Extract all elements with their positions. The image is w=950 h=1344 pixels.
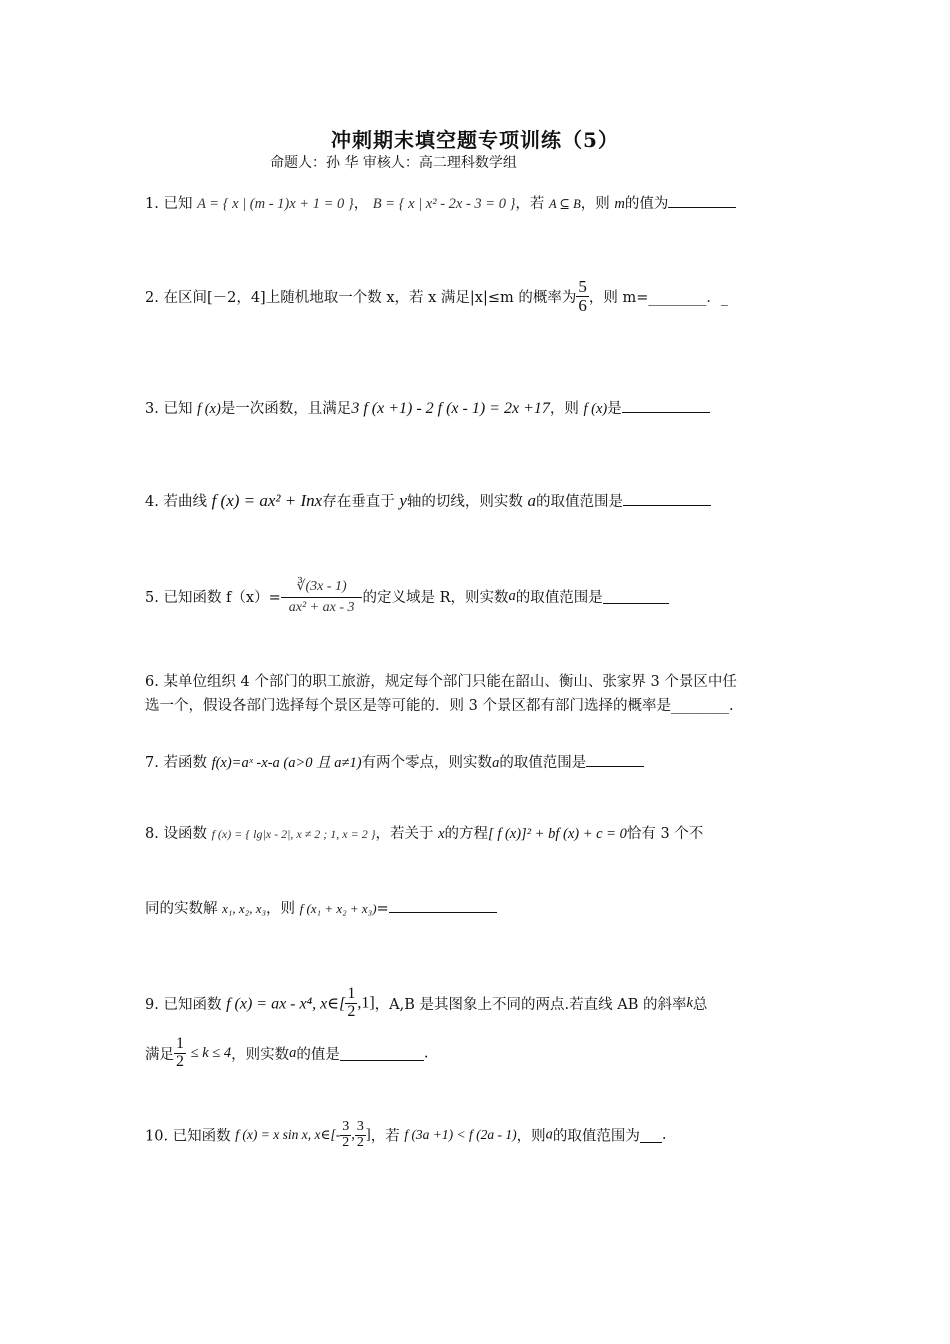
- q1-set-a: A = { x | (m - 1)x + 1 = 0 }: [197, 196, 354, 212]
- q9-period: .: [423, 1045, 429, 1062]
- q10-number: 10. 已知函数: [145, 1128, 231, 1145]
- q4-tail: 的取值范围是: [535, 494, 623, 510]
- q3-fx: f (x): [197, 401, 221, 417]
- q8-line2a: 同的实数解: [145, 901, 218, 917]
- question-1: [145, 192, 736, 213]
- question-5: [145, 578, 669, 615]
- q8-x: x: [438, 826, 445, 842]
- q1-condition: A ⊆ B: [548, 197, 581, 211]
- q5-answer-blank[interactable]: [603, 589, 669, 604]
- q8-roots: x₁, x₂, x₃: [222, 901, 266, 916]
- q4-function: f (x) = ax² + Inx: [211, 491, 323, 510]
- q1-ze: ，则: [580, 196, 610, 212]
- q8-ze: ，则: [265, 901, 295, 917]
- q2-fraction: $\frac{5}{6}$: [578, 277, 587, 315]
- q1-ruo: ，若: [515, 196, 545, 212]
- question-9-line-2: [145, 1036, 428, 1071]
- q4-answer-blank[interactable]: [623, 491, 711, 506]
- q9-tail: 总: [692, 996, 708, 1013]
- q1-tail: 的值为: [624, 196, 669, 212]
- q10-fraction-2: $\frac{3}{2}$: [356, 1119, 364, 1150]
- q10-ze: ，则: [516, 1128, 546, 1145]
- q4-y: y: [399, 491, 407, 510]
- q7-mid: 有两个零点，则实数: [361, 755, 493, 771]
- question-8-line-2: [145, 897, 497, 918]
- q4-mid2: 轴的切线，则实数: [406, 494, 523, 510]
- q4-mid1: 存在垂直于: [322, 494, 395, 510]
- q7-function: f(x)=aˣ -x-a (a>0 且 a≠1): [211, 755, 362, 771]
- q2-tail: ，则 m=________．_: [588, 289, 729, 306]
- q8-expression: f (x₁ + x₂ + x₃): [299, 901, 377, 916]
- q3-fx-2: f (x): [583, 401, 608, 417]
- q5-tail: 的取值范围是: [515, 590, 603, 607]
- question-6-line-1: 6. 某单位组织 4 个部门的职工旅游，规定每个部门只能在韶山、衡山、张家界 3 个景区中任: [145, 674, 737, 690]
- q8-equation: [ f (x)]² + bf (x) + c = 0: [488, 826, 627, 842]
- question-4: [145, 490, 711, 511]
- q8-answer-blank[interactable]: [389, 898, 497, 913]
- q7-number: 7. 若函数: [145, 755, 207, 771]
- q3-equation: 3 f (x +1) - 2 f (x - 1) = 2x +17: [351, 400, 550, 417]
- q9-number: 9. 已知函数: [145, 996, 222, 1013]
- q3-tail: 是: [607, 401, 622, 417]
- q3-mid: 是一次函数，且满足: [220, 401, 352, 417]
- q4-a: a: [527, 491, 536, 510]
- q9-mid: ，A,B 是其图象上不同的两点.若直线 AB 的斜率: [374, 996, 687, 1013]
- q8-tail1: 恰有 3 个不: [626, 826, 704, 842]
- q9-fraction: $\frac{1}{2}$: [347, 985, 356, 1020]
- q2-text: 2. 在区间[－2，4]上随机地取一个数 x，若 x 满足|x|≤m 的概率为: [145, 289, 577, 306]
- question-7: [145, 751, 644, 772]
- q9-condition: ≤ k ≤ 4: [190, 1044, 232, 1061]
- q5-number: 5. 已知函数 f（x）=: [145, 590, 281, 607]
- q5-a: a: [508, 588, 516, 605]
- q9-function: f (x) = ax - x⁴, x∈[: [226, 995, 346, 1013]
- q8-function: f (x) = { lg|x - 2|, x ≠ 2 ; 1, x = 2 }: [211, 827, 376, 841]
- q9-line2c: 的值是: [296, 1046, 340, 1063]
- q3-ze: ，则: [549, 401, 579, 417]
- q10-ruo: ，若: [370, 1128, 400, 1145]
- q3-number: 3. 已知: [145, 401, 193, 417]
- q10-inequality: f (3a +1) < f (2a - 1): [404, 1127, 517, 1143]
- question-10: [145, 1120, 667, 1150]
- question-6-line-2: 选一个，假设各部门选择每个景区是等可能的．则 3 个景区都有部门选择的概率是________.: [145, 698, 734, 714]
- q8-eq: =: [376, 901, 389, 917]
- q9-k: k: [686, 994, 693, 1011]
- q10-a: a: [545, 1126, 553, 1143]
- q9-line2a: 满足: [145, 1046, 174, 1063]
- q9-fraction-2: $\frac{1}{2}$: [176, 1035, 184, 1070]
- q5-fraction: $\frac{∛(3x - 1)}{\text{ax² + ax - 3}}$: [281, 578, 363, 615]
- q5-mid: 的定义域是 R，则实数: [362, 590, 509, 607]
- question-3: [145, 397, 710, 418]
- q9-line2b: ，则实数: [231, 1046, 290, 1063]
- q10-function: f (x) = x sin x, x∈[-: [235, 1127, 341, 1143]
- q10-period: .: [661, 1127, 667, 1144]
- question-8-line-1: [145, 822, 703, 843]
- question-2: [145, 278, 728, 315]
- q10-close: ]: [365, 1126, 371, 1143]
- q1-number: 1. 已知: [145, 196, 193, 212]
- q1-answer-blank[interactable]: [668, 193, 736, 208]
- q10-fraction-1: $\frac{3}{2}$: [342, 1119, 350, 1150]
- author-line: 命题人：孙 华 审核人：高二理科数学组: [270, 155, 517, 171]
- q8-number: 8. 设函数: [145, 826, 207, 842]
- q1-comma: ，: [353, 196, 369, 212]
- q1-var-m: m: [614, 196, 625, 212]
- q7-tail: 的取值范围是: [499, 755, 587, 771]
- q4-number: 4. 若曲线: [145, 494, 207, 510]
- q10-sep: ,: [351, 1126, 355, 1143]
- question-9-line-1: [145, 986, 707, 1021]
- q1-set-b: B = { x | x² - 2x - 3 = 0 }: [372, 196, 516, 212]
- q8-mid1: ，若关于: [375, 826, 434, 842]
- q9-close: ,1]: [357, 994, 375, 1012]
- q7-a: a: [492, 755, 500, 771]
- q3-answer-blank[interactable]: [622, 398, 710, 413]
- q9-a: a: [289, 1044, 297, 1061]
- page-title: 冲刺期末填空题专项训练（5）: [331, 128, 619, 152]
- q10-answer-blank[interactable]: [640, 1128, 662, 1143]
- q9-answer-blank[interactable]: [340, 1046, 424, 1061]
- q10-tail: 的取值范围为: [552, 1128, 640, 1145]
- q7-answer-blank[interactable]: [586, 752, 644, 767]
- q8-mid2: 的方程: [444, 826, 489, 842]
